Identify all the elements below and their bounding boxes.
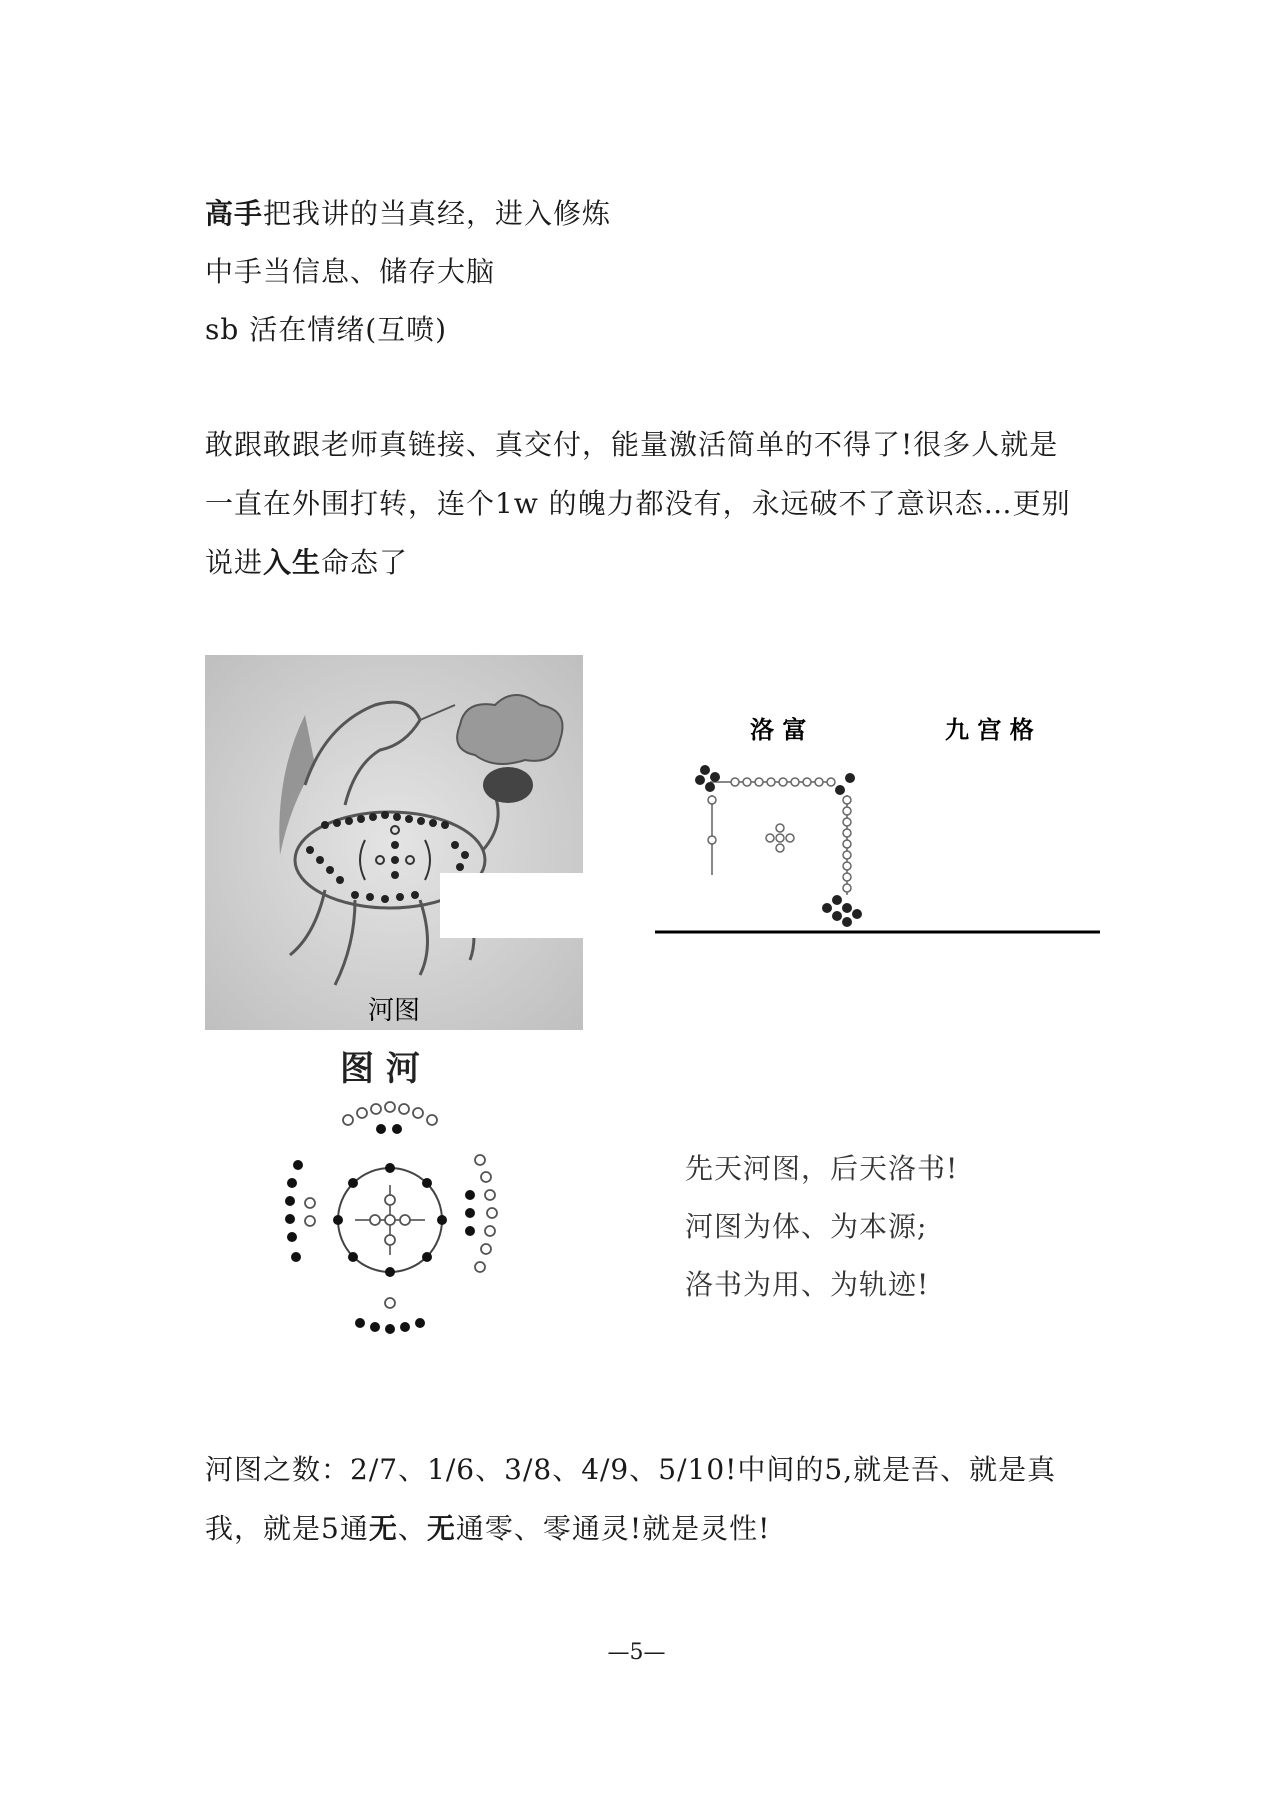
- side-line-1: 先天河图，后天洛书!: [685, 1152, 959, 1185]
- paragraph-2-bold-1: 无: [368, 1512, 398, 1545]
- text-line-1: [205, 192, 611, 232]
- text-line-2: 中手当信息、储存大脑: [205, 255, 496, 288]
- hetu-dragon-horse-image: [205, 655, 583, 1030]
- side-line-2: 河图为体、为本源;: [685, 1210, 928, 1243]
- paragraph-2-text-a: 河图之数：2/7、1/6、3/8、4/9、5/10!中间的5,就是吾、就是真我，就是5通: [205, 1453, 1057, 1545]
- luoshu-title: 洛 富: [750, 715, 807, 744]
- paragraph-2-sep: 、: [397, 1512, 427, 1545]
- hetu-diagram-title: 图 河: [340, 1049, 420, 1089]
- paragraph-1-bold: 入生: [263, 546, 322, 579]
- paragraph-2: [205, 1440, 1085, 1558]
- side-line-3: 洛书为用、为轨迹!: [685, 1268, 930, 1301]
- hetu-dot-diagram: [270, 1045, 530, 1345]
- bold-term: 高手: [205, 197, 264, 230]
- paragraph-2-text-b: 通零、零通灵!就是灵性!: [455, 1512, 771, 1545]
- paragraph-1-text-b: 命态了: [321, 546, 409, 579]
- paragraph-1-text-a: 敢跟敢跟老师真链接、真交付，能量激活简单的不得了!很多人就是一直在外围打转，连个1w 的魄力都没有，永远破不了意识态…更别说进: [205, 428, 1071, 579]
- page-number: —5—: [607, 1640, 666, 1665]
- paragraph-1: [205, 415, 1085, 592]
- paragraph-2-bold-2: 无: [426, 1512, 456, 1545]
- nine-palace-title: 九 宫 格: [945, 715, 1034, 744]
- text-line-1-rest: 把我讲的当真经，进入修炼: [263, 197, 612, 230]
- text-line-3: sb 活在情绪(互喷): [205, 313, 448, 346]
- luoshu-diagram: [655, 700, 1100, 940]
- hetu-photo-caption: 河图: [368, 996, 421, 1026]
